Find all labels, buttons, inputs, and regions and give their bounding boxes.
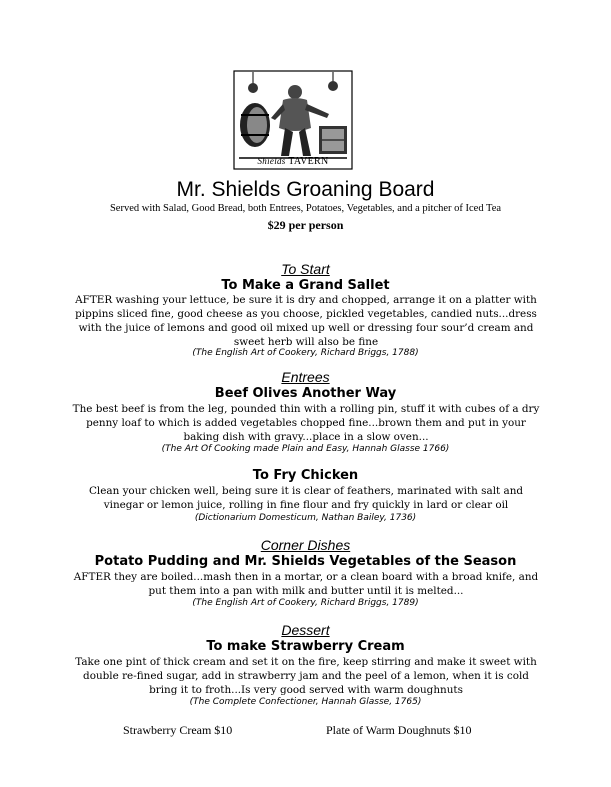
dish-source-sallet: (The English Art of Cookery, Richard Briggs, 1788) — [192, 348, 419, 358]
extra-item-doughnuts: Plate of Warm Doughnuts $10 — [326, 723, 472, 737]
section-heading-corner: Corner Dishes — [260, 537, 351, 553]
dish-description-sallet: AFTER washing your lettuce, be sure it is dry and chopped, arrange it on a platter with pippins sliced fine, good cheese as you choose, pickled vegetables, candied nuts...dress with the juice of lemons and good oil mixed up well or dressing four sour’d cream and sweet herb will also be fine — [75, 294, 537, 348]
section-heading-entrees: Entrees — [281, 369, 330, 385]
dish-description-strawberry-cream: Take one pint of thick cream and set it on the fire, keep stirring and make it sweet with double re-fined sugar, add in strawberry jam and the peel of a lemon, when it is cold bring it to froth...Is very good served with warm doughnuts — [75, 656, 537, 696]
menu-subtitle: Served with Salad, Good Bread, both Entrees, Potatoes, Vegetables, and a pitcher of Iced Tea — [109, 203, 502, 214]
dish-source-fry-chicken: (Dictionarium Domesticum, Nathan Bailey, 1736) — [194, 513, 417, 523]
section-heading-dessert: Dessert — [281, 622, 330, 638]
menu-price: $29 per person — [267, 218, 344, 232]
tavern-logo-illustration — [233, 70, 353, 170]
dish-source-beef-olives: (The Art Of Cooking made Plain and Easy, Hannah Glasse 1766) — [161, 444, 450, 454]
dish-source-potato-pudding: (The English Art of Cookery, Richard Briggs, 1789) — [192, 598, 419, 608]
menu-title: Mr. Shields Groaning Board — [176, 178, 435, 201]
dish-source-strawberry-cream: (The Complete Confectioner, Hannah Glasse, 1765) — [189, 697, 422, 707]
dish-description-potato-pudding: AFTER they are boiled...mash then in a mortar, or a clean board with a broad knife, and put them into a pan with milk and butter until it is melted... — [73, 571, 539, 597]
dish-title-strawberry-cream: To make Strawberry Cream — [206, 639, 405, 654]
extra-item-strawberry-cream: Strawberry Cream $10 — [123, 723, 233, 737]
dish-title-potato-pudding: Potato Pudding and Mr. Shields Vegetables of the Season — [94, 554, 517, 569]
logo-caption: Shields TAVERN — [257, 156, 329, 167]
dish-description-fry-chicken: Clean your chicken well, being sure it is clear of feathers, marinated with salt and vinegar or lemon juice, rolling in fine flour and fry quickly in lard or clear oil — [88, 485, 524, 511]
dish-title-beef-olives: Beef Olives Another Way — [214, 386, 397, 401]
dish-description-beef-olives: The best beef is from the leg, pounded thin with a rolling pin, stuff it with cubes of a dry penny loaf to which is added vegetables chopped fine...brown them and put in your baking dish with gravy...place in a slow oven... — [72, 403, 540, 443]
dish-title-sallet: To Make a Grand Sallet — [221, 278, 390, 293]
section-heading-start: To Start — [281, 261, 330, 277]
dish-title-fry-chicken: To Fry Chicken — [252, 468, 359, 483]
